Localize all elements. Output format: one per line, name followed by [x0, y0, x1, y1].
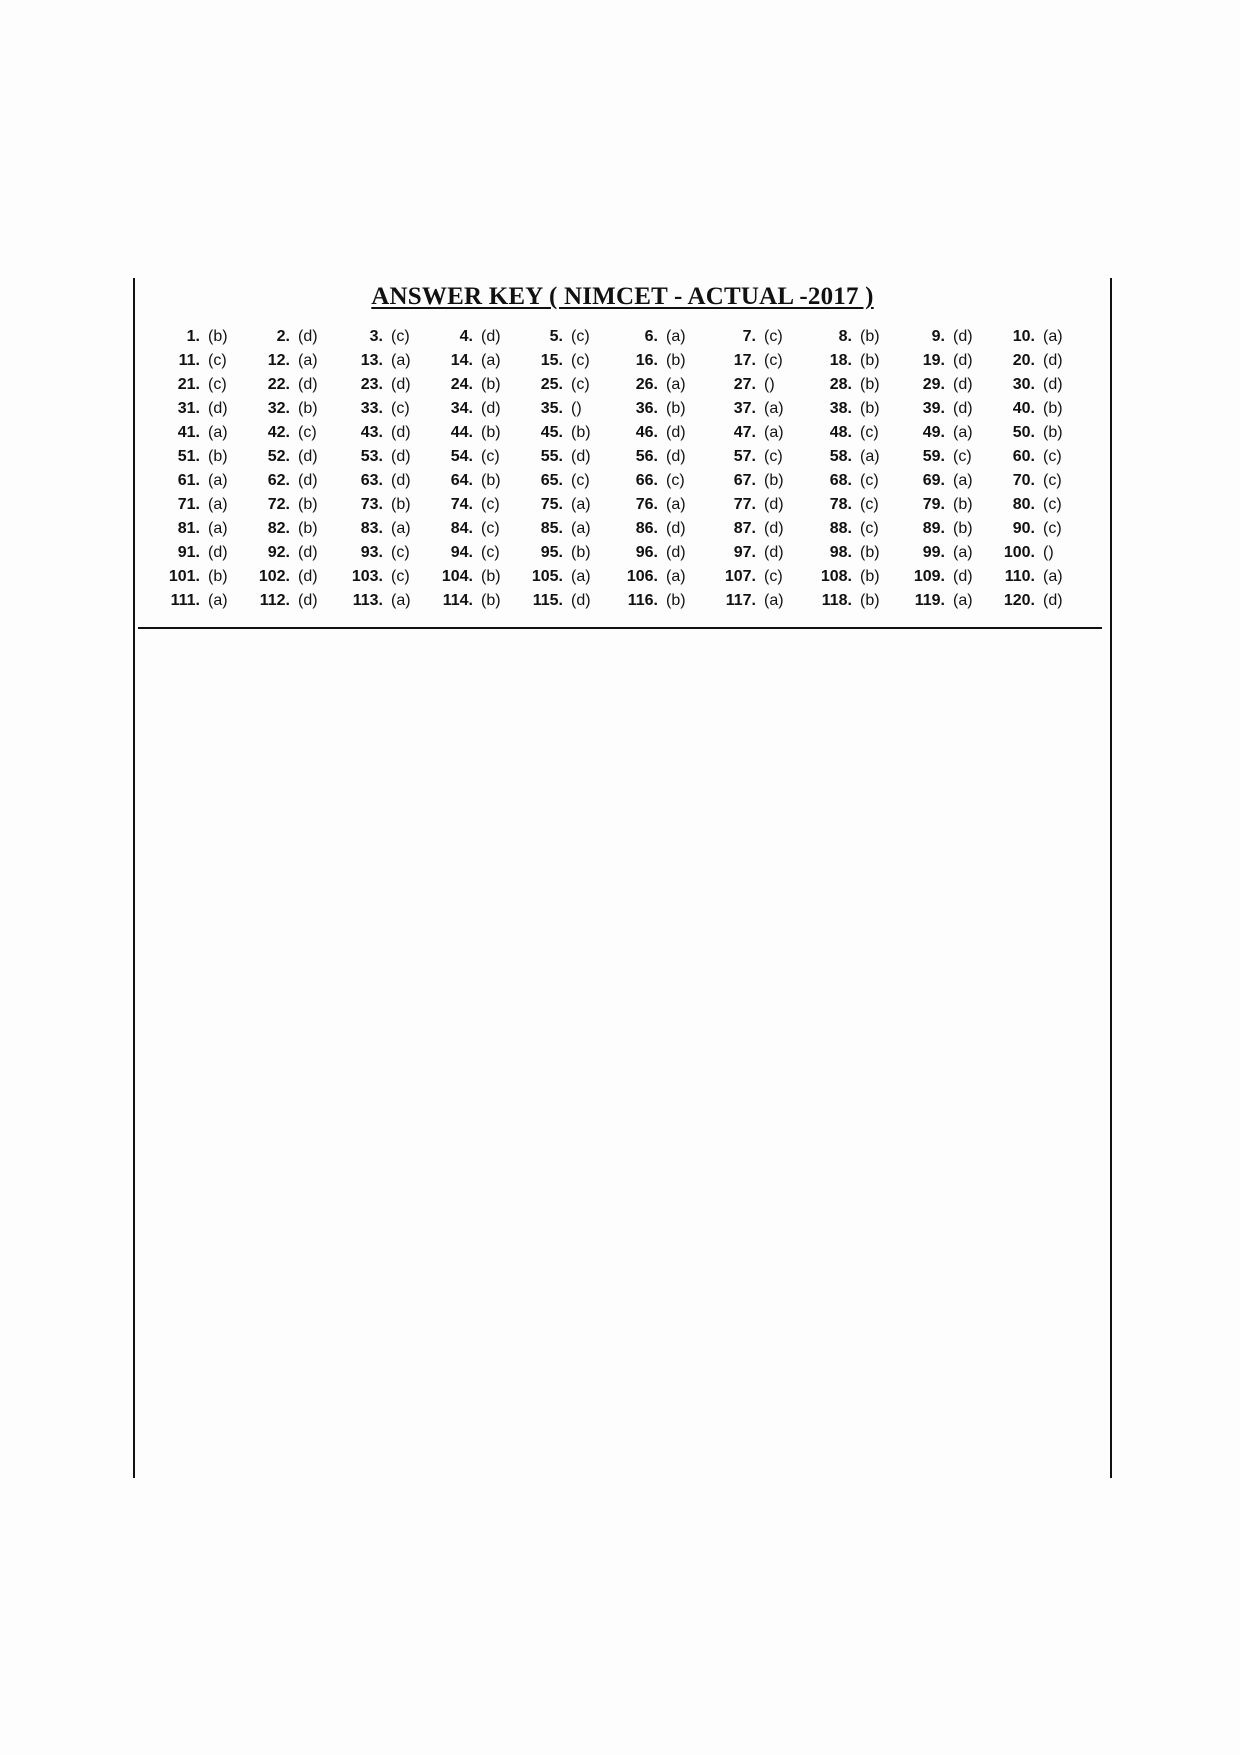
- answer-option: (a): [1043, 328, 1063, 345]
- answer-option: (d): [298, 544, 318, 561]
- question-number: 8.: [838, 328, 852, 345]
- question-number: 1.: [186, 328, 200, 345]
- question-number: 93.: [360, 544, 383, 561]
- question-number: 30.: [1012, 376, 1035, 393]
- question-number: 28.: [829, 376, 852, 393]
- question-number: 107.: [724, 568, 756, 585]
- question-number: 62.: [267, 472, 290, 489]
- question-number: 20.: [1012, 352, 1035, 369]
- question-number: 72.: [267, 496, 290, 513]
- question-number: 56.: [635, 448, 658, 465]
- question-number: 106.: [626, 568, 658, 585]
- answer-option: (a): [571, 520, 591, 537]
- question-number: 47.: [733, 424, 756, 441]
- answer-option: (b): [481, 424, 501, 441]
- answer-option: (b): [391, 496, 411, 513]
- answer-option: (b): [860, 400, 880, 417]
- answer-option: (d): [953, 400, 973, 417]
- answer-option: (b): [666, 352, 686, 369]
- answer-option: (a): [953, 472, 973, 489]
- question-number: 53.: [360, 448, 383, 465]
- question-number: 104.: [441, 568, 473, 585]
- question-number: 95.: [540, 544, 563, 561]
- question-number: 54.: [450, 448, 473, 465]
- question-number: 88.: [829, 520, 852, 537]
- answer-option: (a): [860, 448, 880, 465]
- answer-option: (a): [208, 592, 228, 609]
- question-number: 19.: [922, 352, 945, 369]
- question-number: 76.: [635, 496, 658, 513]
- answer-option: (b): [481, 376, 501, 393]
- question-number: 113.: [352, 592, 383, 609]
- question-number: 87.: [733, 520, 756, 537]
- answer-option: (a): [391, 592, 411, 609]
- answer-option: (b): [298, 520, 318, 537]
- question-number: 50.: [1012, 424, 1035, 441]
- question-number: 108.: [820, 568, 852, 585]
- answer-option: (d): [298, 472, 318, 489]
- question-number: 92.: [267, 544, 290, 561]
- question-number: 41.: [177, 424, 200, 441]
- answer-option: (b): [481, 472, 501, 489]
- question-number: 57.: [733, 448, 756, 465]
- question-number: 110.: [1004, 568, 1035, 585]
- answer-option: (b): [481, 592, 501, 609]
- answer-option: (d): [666, 544, 686, 561]
- question-number: 118.: [821, 592, 852, 609]
- question-number: 117.: [725, 592, 756, 609]
- answer-option: (c): [860, 424, 879, 441]
- question-number: 34.: [450, 400, 473, 417]
- answer-option: (c): [860, 520, 879, 537]
- answer-option: (c): [391, 400, 410, 417]
- answer-option: (b): [860, 544, 880, 561]
- answer-option: (c): [1043, 496, 1062, 513]
- answer-option: (c): [571, 376, 590, 393]
- answer-option: (d): [953, 328, 973, 345]
- answer-option: (b): [571, 544, 591, 561]
- question-number: 89.: [922, 520, 945, 537]
- question-number: 86.: [635, 520, 658, 537]
- answer-option: (c): [666, 472, 685, 489]
- question-number: 22.: [267, 376, 290, 393]
- answer-option: (d): [1043, 376, 1063, 393]
- question-number: 101.: [168, 568, 200, 585]
- answer-option: (c): [571, 472, 590, 489]
- question-number: 49.: [922, 424, 945, 441]
- question-number: 25.: [540, 376, 563, 393]
- answer-option: (c): [481, 544, 500, 561]
- answer-option: (c): [1043, 448, 1062, 465]
- answer-option: (): [571, 400, 582, 417]
- question-number: 94.: [450, 544, 473, 561]
- answer-option: (a): [1043, 568, 1063, 585]
- question-number: 60.: [1012, 448, 1035, 465]
- question-number: 96.: [635, 544, 658, 561]
- question-number: 3.: [369, 328, 383, 345]
- question-number: 119.: [914, 592, 945, 609]
- question-number: 74.: [450, 496, 473, 513]
- question-number: 26.: [635, 376, 658, 393]
- answer-option: (d): [298, 568, 318, 585]
- answer-option: (b): [953, 496, 973, 513]
- answer-option: (c): [391, 544, 410, 561]
- answer-option: (d): [298, 592, 318, 609]
- question-number: 111.: [170, 592, 200, 609]
- answer-option: (a): [666, 568, 686, 585]
- answer-option: (c): [764, 352, 783, 369]
- question-number: 9.: [931, 328, 945, 345]
- question-number: 81.: [177, 520, 200, 537]
- question-number: 71.: [177, 496, 200, 513]
- answer-option: (c): [860, 472, 879, 489]
- answer-option: (b): [481, 568, 501, 585]
- answer-option: (d): [391, 376, 411, 393]
- question-number: 59.: [922, 448, 945, 465]
- question-number: 97.: [733, 544, 756, 561]
- answer-option: (a): [391, 520, 411, 537]
- answer-option: (c): [860, 496, 879, 513]
- answer-option: (a): [666, 328, 686, 345]
- answer-option: (c): [481, 520, 500, 537]
- question-number: 105.: [531, 568, 563, 585]
- question-number: 69.: [922, 472, 945, 489]
- question-number: 79.: [922, 496, 945, 513]
- answer-option: (d): [666, 448, 686, 465]
- answer-option: (d): [571, 592, 591, 609]
- question-number: 55.: [540, 448, 563, 465]
- question-number: 17.: [733, 352, 756, 369]
- answer-option: (b): [860, 352, 880, 369]
- answer-option: (c): [953, 448, 972, 465]
- answer-option: (d): [571, 448, 591, 465]
- question-number: 77.: [733, 496, 756, 513]
- answer-option: (b): [298, 496, 318, 513]
- question-number: 100.: [1003, 544, 1035, 561]
- question-number: 80.: [1012, 496, 1035, 513]
- question-number: 66.: [635, 472, 658, 489]
- answer-option: (d): [481, 400, 501, 417]
- question-number: 6.: [644, 328, 658, 345]
- question-number: 31.: [177, 400, 200, 417]
- answer-option: (c): [481, 496, 500, 513]
- answer-option: (): [1043, 544, 1054, 561]
- answer-option: (b): [860, 328, 880, 345]
- answer-option: (b): [208, 448, 228, 465]
- question-number: 85.: [540, 520, 563, 537]
- answer-option: (c): [298, 424, 317, 441]
- answer-option: (a): [764, 424, 784, 441]
- answer-option: (b): [764, 472, 784, 489]
- answer-option: (b): [208, 328, 228, 345]
- question-number: 5.: [549, 328, 563, 345]
- question-number: 103.: [351, 568, 383, 585]
- question-number: 43.: [360, 424, 383, 441]
- question-number: 52.: [267, 448, 290, 465]
- question-number: 39.: [922, 400, 945, 417]
- question-number: 51.: [177, 448, 200, 465]
- answer-option: (a): [298, 352, 318, 369]
- answer-option: (a): [208, 496, 228, 513]
- answer-option: (a): [481, 352, 501, 369]
- question-number: 29.: [922, 376, 945, 393]
- answer-option: (b): [860, 568, 880, 585]
- question-number: 116.: [627, 592, 658, 609]
- answer-option: (a): [953, 592, 973, 609]
- answer-option: (d): [391, 424, 411, 441]
- answer-option: (b): [571, 424, 591, 441]
- question-number: 33.: [360, 400, 383, 417]
- question-number: 73.: [360, 496, 383, 513]
- answer-option: (d): [391, 448, 411, 465]
- answer-option: (c): [764, 328, 783, 345]
- question-number: 102.: [258, 568, 290, 585]
- question-number: 7.: [742, 328, 756, 345]
- question-number: 10.: [1012, 328, 1035, 345]
- answer-option: (): [764, 376, 775, 393]
- answer-option: (a): [666, 376, 686, 393]
- answer-option: (c): [571, 328, 590, 345]
- question-number: 64.: [450, 472, 473, 489]
- answer-option: (d): [1043, 352, 1063, 369]
- question-number: 90.: [1012, 520, 1035, 537]
- answer-option: (d): [298, 328, 318, 345]
- question-number: 44.: [450, 424, 473, 441]
- answer-option: (c): [391, 568, 410, 585]
- answer-option: (a): [953, 424, 973, 441]
- answer-option: (a): [764, 592, 784, 609]
- answer-option: (d): [481, 328, 501, 345]
- question-number: 109.: [913, 568, 945, 585]
- answer-option: (d): [666, 424, 686, 441]
- question-number: 63.: [360, 472, 383, 489]
- answer-option: (d): [953, 352, 973, 369]
- question-number: 83.: [360, 520, 383, 537]
- question-number: 27.: [733, 376, 756, 393]
- answer-option: (b): [208, 568, 228, 585]
- section-divider: [138, 627, 1102, 629]
- question-number: 37.: [733, 400, 756, 417]
- question-number: 15.: [540, 352, 563, 369]
- question-number: 98.: [829, 544, 852, 561]
- answer-option: (c): [764, 448, 783, 465]
- question-number: 23.: [360, 376, 383, 393]
- question-number: 48.: [829, 424, 852, 441]
- answer-option: (d): [764, 544, 784, 561]
- question-number: 14.: [450, 352, 473, 369]
- answer-option: (a): [208, 520, 228, 537]
- answer-option: (b): [860, 376, 880, 393]
- answer-option: (d): [298, 376, 318, 393]
- answer-option: (c): [764, 568, 783, 585]
- question-number: 99.: [922, 544, 945, 561]
- answer-option: (a): [208, 424, 228, 441]
- question-number: 2.: [276, 328, 290, 345]
- answer-option: (d): [666, 520, 686, 537]
- question-number: 114.: [442, 592, 473, 609]
- answer-option: (b): [860, 592, 880, 609]
- question-number: 58.: [829, 448, 852, 465]
- answer-option: (d): [764, 520, 784, 537]
- answer-option: (c): [481, 448, 500, 465]
- answer-option: (d): [1043, 592, 1063, 609]
- question-number: 45.: [540, 424, 563, 441]
- answer-option: (d): [953, 376, 973, 393]
- answer-option: (b): [666, 592, 686, 609]
- answer-option: (d): [208, 544, 228, 561]
- answer-option: (d): [391, 472, 411, 489]
- question-number: 82.: [267, 520, 290, 537]
- answer-option: (b): [666, 400, 686, 417]
- question-number: 68.: [829, 472, 852, 489]
- question-number: 18.: [829, 352, 852, 369]
- answer-option: (a): [571, 568, 591, 585]
- question-number: 67.: [733, 472, 756, 489]
- question-number: 65.: [540, 472, 563, 489]
- answer-option: (b): [1043, 424, 1063, 441]
- question-number: 84.: [450, 520, 473, 537]
- question-number: 16.: [635, 352, 658, 369]
- page-title: ANSWER KEY ( NIMCET - ACTUAL -2017 ): [371, 283, 874, 310]
- answer-option: (a): [666, 496, 686, 513]
- question-number: 21.: [177, 376, 200, 393]
- answer-option: (b): [298, 400, 318, 417]
- answer-option: (c): [208, 352, 227, 369]
- question-number: 4.: [459, 328, 473, 345]
- question-number: 13.: [360, 352, 383, 369]
- question-number: 32.: [267, 400, 290, 417]
- answer-option: (d): [953, 568, 973, 585]
- answer-option: (c): [391, 328, 410, 345]
- question-number: 46.: [635, 424, 658, 441]
- answer-option: (a): [571, 496, 591, 513]
- question-number: 120.: [1003, 592, 1035, 609]
- question-number: 61.: [177, 472, 200, 489]
- answer-option: (c): [1043, 472, 1062, 489]
- answer-option: (a): [391, 352, 411, 369]
- question-number: 12.: [267, 352, 290, 369]
- question-number: 40.: [1012, 400, 1035, 417]
- answer-option: (d): [764, 496, 784, 513]
- answer-grid: [0, 325, 1240, 615]
- answer-option: (b): [1043, 400, 1063, 417]
- question-number: 112.: [259, 592, 290, 609]
- question-number: 11.: [178, 352, 200, 369]
- answer-option: (a): [208, 472, 228, 489]
- question-number: 38.: [829, 400, 852, 417]
- answer-option: (c): [208, 376, 227, 393]
- answer-option: (d): [298, 448, 318, 465]
- answer-option: (c): [1043, 520, 1062, 537]
- question-number: 70.: [1012, 472, 1035, 489]
- question-number: 42.: [267, 424, 290, 441]
- question-number: 115.: [532, 592, 563, 609]
- question-number: 36.: [635, 400, 658, 417]
- answer-option: (d): [208, 400, 228, 417]
- answer-option: (a): [953, 544, 973, 561]
- question-number: 24.: [450, 376, 473, 393]
- question-number: 91.: [177, 544, 200, 561]
- question-number: 78.: [829, 496, 852, 513]
- question-number: 75.: [540, 496, 563, 513]
- answer-option: (b): [953, 520, 973, 537]
- answer-option: (a): [764, 400, 784, 417]
- answer-option: (c): [571, 352, 590, 369]
- question-number: 35.: [540, 400, 563, 417]
